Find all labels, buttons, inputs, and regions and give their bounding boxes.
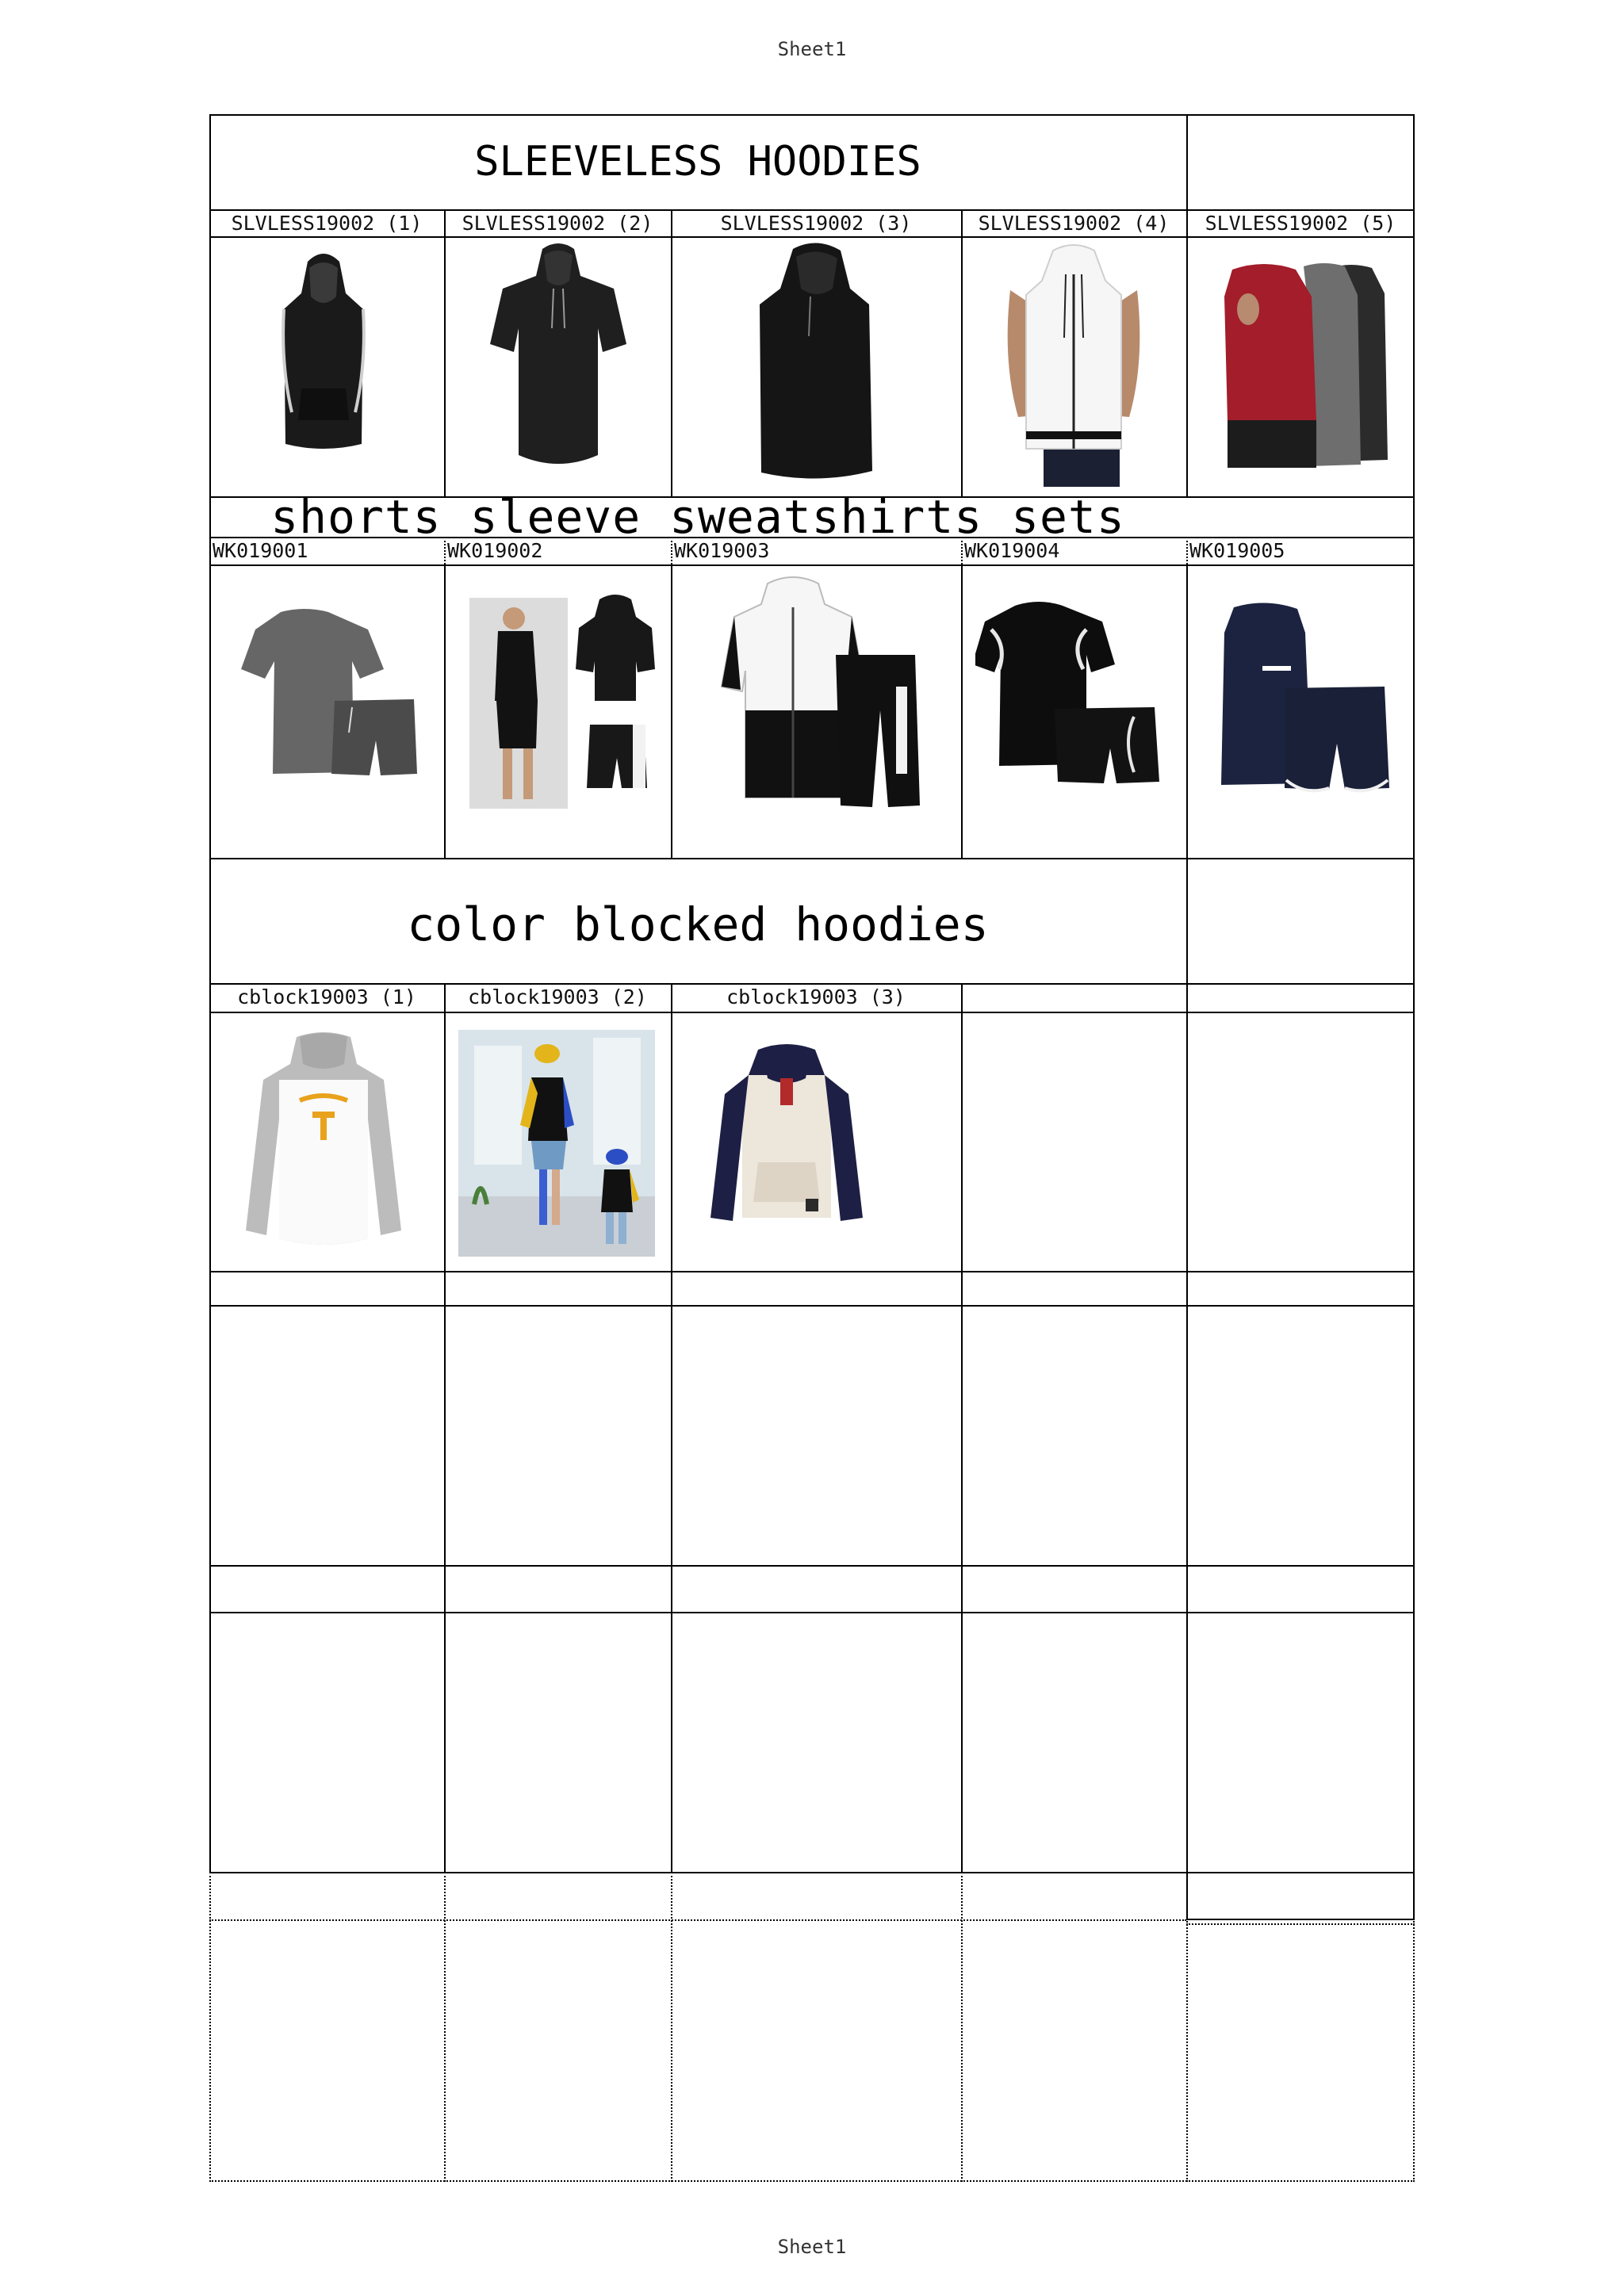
grid-line bbox=[1413, 114, 1415, 1919]
item-code: SLVLESS19002 (3) bbox=[720, 212, 912, 235]
grid-line bbox=[444, 1872, 446, 2182]
page-footer: Sheet1 bbox=[777, 2236, 847, 2258]
zip-hoodie-and-joggers-set-icon bbox=[717, 576, 923, 813]
grid-line bbox=[671, 983, 672, 1872]
grid-line bbox=[209, 1612, 1415, 1613]
grid-line bbox=[209, 1012, 1415, 1013]
item-code: cblock19003 (2) bbox=[468, 985, 647, 1008]
raglan-hoodie-navy-cream-icon bbox=[707, 1043, 866, 1230]
grid-line bbox=[961, 209, 963, 496]
grid-line bbox=[1186, 1923, 1415, 1925]
section-title-sleeveless-hoodies: SLEEVELESS HOODIES bbox=[474, 138, 921, 186]
grid-line bbox=[1186, 564, 1188, 858]
item-code: WK019005 bbox=[1189, 539, 1285, 562]
grid-line bbox=[961, 1872, 963, 2182]
family-color-block-hoodies-photo-icon bbox=[458, 1030, 655, 1257]
grid-line bbox=[209, 1919, 1186, 1921]
grid-line bbox=[209, 858, 1415, 859]
section-title-color-blocked-hoodies: color blocked hoodies bbox=[407, 897, 989, 951]
section-title-short-sleeve-sets: shorts sleeve sweatshirts sets bbox=[270, 490, 1125, 544]
item-code: SLVLESS19002 (5) bbox=[1205, 212, 1396, 235]
item-code: SLVLESS19002 (1) bbox=[231, 212, 423, 235]
grid-line bbox=[671, 209, 672, 496]
grid-line bbox=[444, 209, 446, 496]
grid-line bbox=[444, 564, 446, 858]
spreadsheet-grid bbox=[209, 114, 1415, 2182]
grid-line bbox=[671, 564, 672, 858]
printed-tee-and-shorts-set-icon bbox=[975, 598, 1166, 796]
grid-line bbox=[209, 1271, 1415, 1272]
short-sleeve-hoodie-black-icon bbox=[487, 241, 630, 479]
grid-line bbox=[671, 1872, 672, 2182]
zip-vest-hoodie-white-icon bbox=[986, 243, 1161, 488]
item-code: SLVLESS19002 (2) bbox=[462, 212, 653, 235]
grid-line bbox=[1413, 1919, 1415, 2182]
grid-line bbox=[1186, 114, 1188, 496]
grid-line bbox=[961, 983, 963, 1872]
grid-line bbox=[209, 1305, 1415, 1307]
tank-tops-multipack-icon bbox=[1216, 262, 1391, 484]
grid-line bbox=[209, 2180, 1415, 2182]
sleeveless-hoodie-black-icon bbox=[714, 241, 904, 487]
grid-line bbox=[1186, 1919, 1188, 2182]
grid-line bbox=[209, 564, 1415, 566]
grid-line bbox=[1186, 858, 1188, 983]
item-code: WK019002 bbox=[447, 539, 543, 562]
grid-line bbox=[209, 236, 1415, 238]
item-code: WK019003 bbox=[674, 539, 770, 562]
item-code: cblock19003 (1) bbox=[237, 985, 416, 1008]
grid-line bbox=[209, 1872, 1415, 1873]
tank-and-shorts-set-navy-icon bbox=[1218, 601, 1392, 807]
hooded-tee-and-shorts-set-black-icon bbox=[466, 590, 657, 828]
grid-line bbox=[1186, 983, 1188, 1919]
item-code: WK019004 bbox=[964, 539, 1060, 562]
item-code: SLVLESS19002 (4) bbox=[978, 212, 1170, 235]
page-header: Sheet1 bbox=[777, 38, 847, 60]
grid-line bbox=[961, 564, 963, 858]
grid-line bbox=[209, 1872, 211, 2182]
grid-line bbox=[209, 1565, 1415, 1567]
grid-line bbox=[1186, 537, 1188, 564]
grid-line bbox=[1186, 1919, 1415, 1920]
grid-line bbox=[444, 983, 446, 1872]
sleeveless-hoodie-black-icon bbox=[260, 246, 387, 484]
item-code: WK019001 bbox=[213, 539, 308, 562]
color-block-hoodie-grey-white-icon bbox=[244, 1032, 403, 1254]
item-code: cblock19003 (3) bbox=[726, 985, 906, 1008]
tee-and-shorts-set-grey-icon bbox=[233, 606, 423, 796]
grid-line bbox=[209, 114, 1415, 116]
